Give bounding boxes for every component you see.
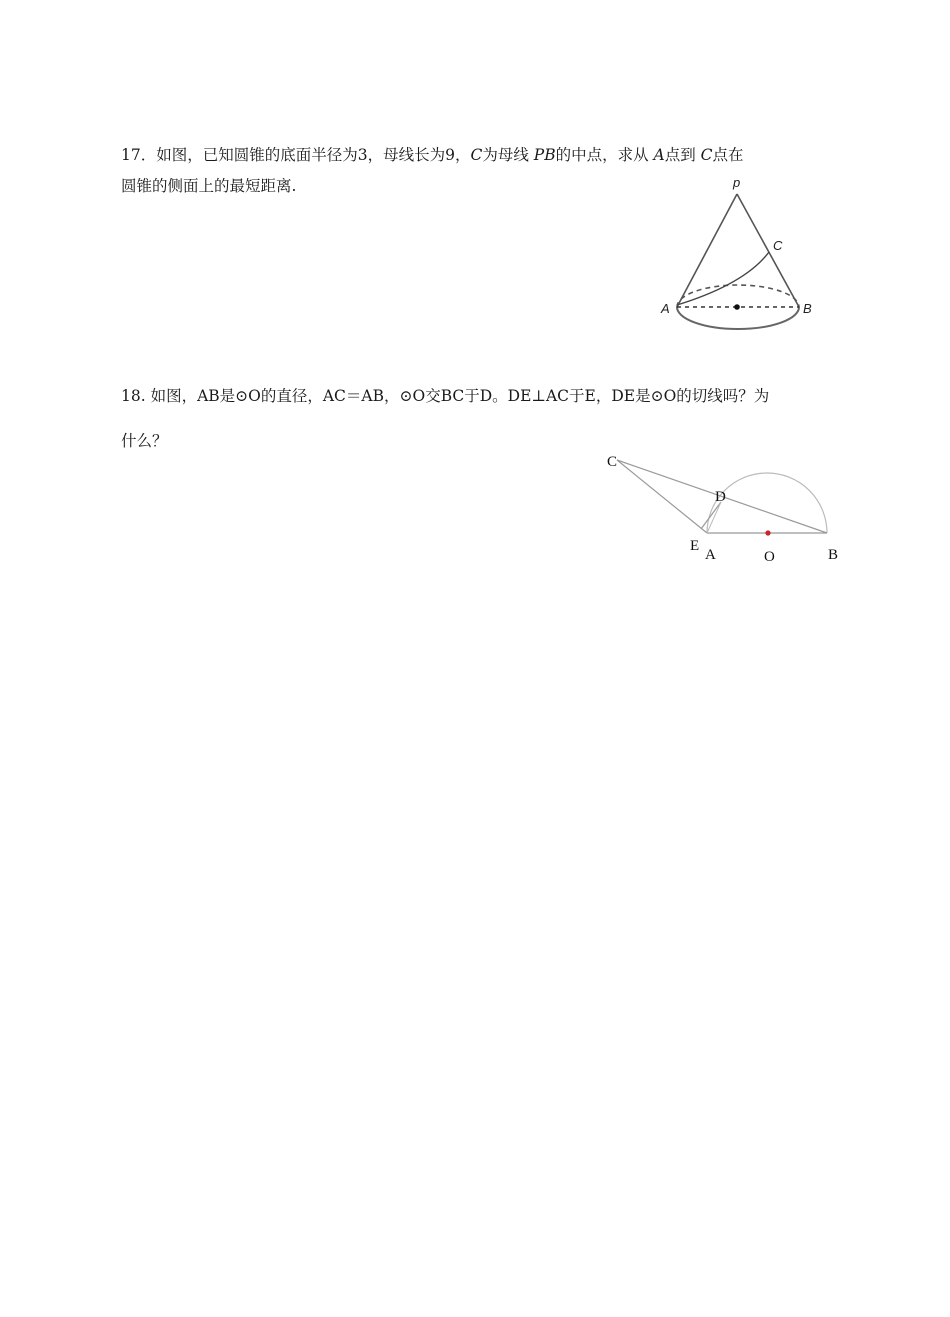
label-p: p	[733, 175, 741, 190]
label-e: E	[690, 538, 700, 554]
q17-text-part: 的中点，求从	[555, 146, 654, 164]
q17-text-line1	[121, 145, 744, 165]
circle-tangent-figure	[600, 450, 860, 580]
label-c: C	[773, 238, 783, 253]
cone-left-generator	[677, 194, 737, 307]
label-b: B	[828, 547, 839, 563]
q17-segment-pb: PB	[533, 146, 556, 164]
cone-right-generator	[737, 194, 799, 307]
q18-text-line2: 什么？	[121, 432, 168, 450]
q17-point-c: C	[470, 146, 483, 164]
label-b: B	[803, 301, 812, 316]
q18-text-line1: 18. 如图，AB是⊙O的直径，AC＝AB，⊙O交BC于D。DE⊥AC于E，DE是⊙O的切线吗？为	[121, 387, 770, 405]
segment-ca	[617, 460, 707, 533]
center-o-point	[765, 530, 770, 535]
q17-text-part: 点在	[712, 146, 744, 164]
shortest-path-curve	[677, 252, 769, 305]
q17-text-part: 点到	[664, 146, 701, 164]
cone-base-front	[677, 307, 799, 329]
q17-text-part: 为母线	[482, 146, 534, 164]
q17-text-part: 17．如图，已知圆锥的底面半径为3，母线长为9，	[121, 146, 471, 164]
label-d: D	[715, 489, 726, 505]
cone-base-back	[677, 285, 799, 307]
cone-figure	[650, 172, 850, 352]
label-a: A	[705, 547, 716, 563]
q17-point-a: A	[653, 146, 665, 164]
q17-text-line2: 圆锥的侧面上的最短距离.	[121, 177, 297, 195]
label-c: C	[607, 454, 618, 470]
label-o: O	[764, 549, 775, 565]
base-center-point	[734, 304, 740, 310]
q17-point-c2: C	[700, 146, 713, 164]
label-a: A	[661, 301, 670, 316]
